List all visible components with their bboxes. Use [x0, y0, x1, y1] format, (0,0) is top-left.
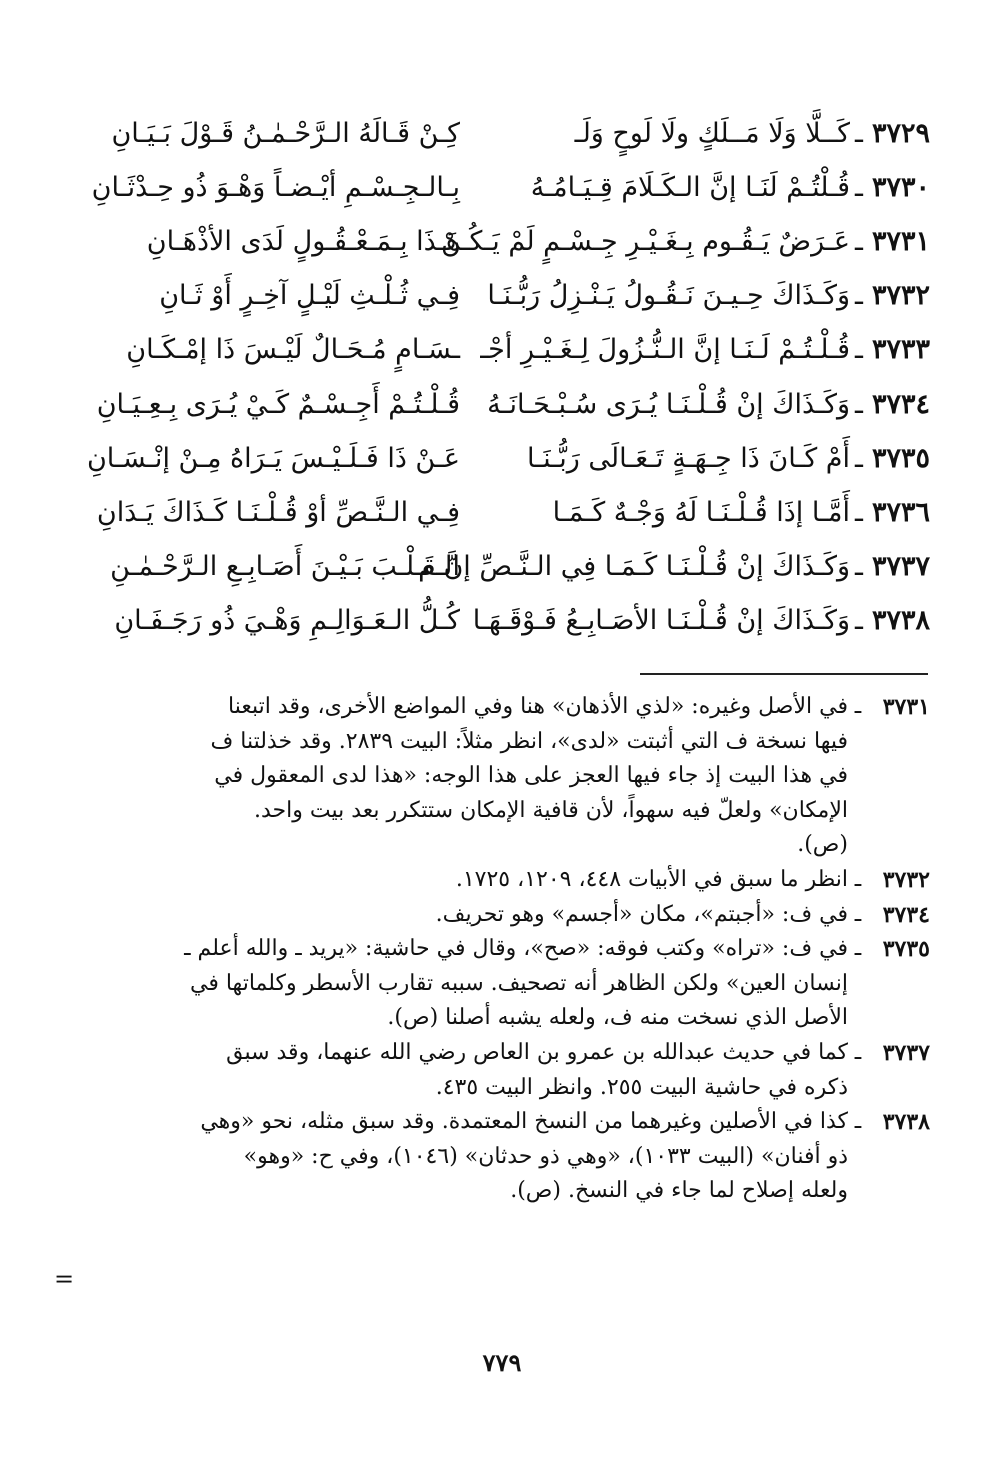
- footnote-number: ٣٧٣٥: [882, 936, 930, 963]
- footnote: [68, 898, 930, 933]
- footnote-text: كذا في الأصلين وغيرهما من النسخ المعتمدة. وقد سبق مثله، نحو «وهي ذو أفنان» (البيت ١٠٣٣)، «وهي ذو حدثان» (١٠٤٦)، وفي ح: «وهو» ولعله إصلاح لما جاء في النسخ. (ص).: [200, 1109, 848, 1204]
- verse-line: [60, 214, 930, 268]
- verse-first-hemistich: أَمْ كَـانَ ذَا جِـهَـةٍ تَـعَـالَى رَبُّـنَـا: [527, 442, 850, 474]
- verse-second-hemistich: عَـنْ ذَا فَـلَـيْـسَ يَـرَاهُ مِـنْ إنْـسَـانِ: [86, 442, 460, 474]
- verse-number: ٣٧٣٧: [871, 551, 930, 583]
- verse-dash: ـ: [855, 117, 863, 149]
- verse-second-hemistich: فِـي ثُـلْـثِ لَيْـلٍ آخِـرٍ أَوْ ثَـانِ: [159, 280, 460, 312]
- footnote: [68, 932, 930, 1036]
- verse-number: ٣٧٣٦: [871, 496, 930, 528]
- verse-second-hemistich: بِـالـجِـسْـمِ أيْـضـاً وَهْـوَ ذُو حِـدْثَـانِ: [91, 171, 460, 203]
- footnote-dash: ـ: [854, 694, 862, 719]
- verse-first-hemistich: وَكَـذَاكَ إنْ قُـلْـنَـا يُـرَى سُـبْـحَـانَـهُ: [487, 388, 850, 420]
- verse-first-hemistich: كَــلَّا وَلَا مَــلَكٍ ولَا لَوحٍ وَلَـ: [574, 117, 850, 149]
- footnote: [68, 1105, 930, 1209]
- verse-dash: ـ: [855, 171, 863, 203]
- verse-first-hemistich: وَكَـذَاكَ إنْ قُـلْـنَـا كَـمَـا فِي الـنَّـصِّ إنَّ م: [418, 551, 850, 583]
- footnote-text: في ف: «تراه» وكتب فوقه: «صح»، وقال في حاشية: «يريد ـ والله أعلم ـ إنسان العين» ولكن الظاهر أنه تصحيف. سببه تقارب الأسطر وكلماتها في الأصل الذي نسخت منه ف، ولعله يشبه أصلنا (ص).: [184, 936, 848, 1031]
- verse-number: ٣٧٣٠: [871, 171, 930, 203]
- verse-line: [60, 594, 930, 648]
- verse-number: ٣٧٣٣: [871, 334, 930, 366]
- verse-number: ٣٧٣٥: [871, 442, 930, 474]
- verse-dash: ـ: [855, 334, 863, 366]
- verse-second-hemistich: ـسَـامٍ مُـحَـالٌ لَيْـسَ ذَا إمْـكَـانِ: [126, 334, 460, 366]
- verse-first-hemistich: وَكَـذَاكَ حِـيـنَ نَـقُـولُ يَـنْـزِلُ رَبُّـنَـا: [487, 280, 850, 312]
- footnote-number: ٣٧٣١: [882, 694, 930, 720]
- footnote-dash: ـ: [854, 866, 862, 892]
- page-number: ٧٧٩: [482, 1348, 522, 1377]
- verse-second-hemistich: كِـنْ قَـالَهُ الـرَّحْـمٰـنُ قَـوْلَ بَـيَـانِ: [111, 117, 460, 149]
- verse-line: [60, 323, 930, 377]
- footnote: [68, 1036, 930, 1105]
- verse-line: [60, 160, 930, 214]
- verse-first-hemistich: عَـرَضٌ يَـقُـوم بِـغَـيْـرِ جِـسْـمٍ لَمْ يَـكُـنْ: [440, 225, 850, 257]
- verse-list: [60, 106, 930, 648]
- footnote: [68, 690, 930, 863]
- verse-line: [60, 106, 930, 160]
- footnote-text: في الأصل وغيره: «لذي الأذهان» هنا وفي المواضع الأخرى، وقد اتبعنا فيها نسخة ف التي أثبتت «لدى»، انظر مثلاً: البيت ٢٨٣٩. وقد خذلتنا ف في هذا البيت إذ جاء فيها العجز على هذا الوجه: «هذا لدى المعقول في الإمكان» ولعلّ فيه سهواً، لأن قافية الإمكان ستتكرر بعد بيت واحد. (ص).: [210, 694, 848, 858]
- verse-dash: ـ: [855, 605, 863, 637]
- verse-second-hemistich: الـقَـلْـبَ بَـيْـنَ أَصَـابِـعِ الـرَّحْـمٰـنِ: [110, 551, 460, 583]
- verse-line: [60, 431, 930, 485]
- verse-dash: ـ: [855, 442, 863, 474]
- verse-second-hemistich: فِـي الـنَّـصِّ أوْ قُـلْـنَـا كَـذَاكَ يَـدَانِ: [96, 496, 460, 528]
- footnote-text: في ف: «أجبتم»، مكان «أجسم» وهو تحريف.: [435, 901, 848, 927]
- verse-number: ٣٧٣٨: [871, 605, 930, 637]
- verse-first-hemistich: قُـلْـتُـمْ لَـنَـا إنَّ الـنُّـزُولَ لِـغَـيْـرِ أجْـ: [480, 334, 850, 366]
- verse-dash: ـ: [855, 280, 863, 312]
- verse-line: [60, 269, 930, 323]
- verse-number: ٣٧٣٢: [871, 280, 930, 312]
- footnote-dash: ـ: [854, 901, 862, 927]
- footnote-number: ٣٧٣٨: [882, 1109, 930, 1136]
- footnote: [68, 863, 930, 898]
- verse-dash: ـ: [855, 225, 863, 257]
- footnote-dash: ـ: [854, 1109, 862, 1135]
- verse-first-hemistich: وَكَـذَاكَ إنْ قُـلْـنَـا الأصَـابِـعُ فَـوْقَـهَـا: [472, 605, 850, 637]
- verse-first-hemistich: أَمَّـا إذَا قُـلْـنَـا لَهُ وَجْـهٌ كَـمَـا: [552, 496, 850, 528]
- verse-second-hemistich: هَـذَا بِـمَـعْـقُـولٍ لَدَى الأذْهَـانِ: [146, 225, 460, 257]
- verse-first-hemistich: قُـلْتُـمْ لَنَـا إنَّ الـكَـلَامَ قِـيَـامُـهُ: [530, 171, 850, 203]
- verse-dash: ـ: [855, 496, 863, 528]
- footnote-number: ٣٧٣٢: [882, 866, 930, 893]
- footnote-dash: ـ: [854, 1039, 862, 1065]
- verse-line: [60, 377, 930, 431]
- verse-second-hemistich: كُـلُّ الـعَـوَالِـمِ وَهْـيَ ذُو رَجَـفَـانِ: [114, 605, 460, 637]
- verse-number: ٣٧٣٤: [871, 388, 930, 420]
- verse-dash: ـ: [855, 551, 863, 583]
- footnote-dash: ـ: [854, 936, 862, 962]
- footnote-divider: [640, 673, 928, 675]
- continuation-mark: =: [54, 1265, 75, 1293]
- footnote-number: ٣٧٣٧: [882, 1039, 930, 1066]
- verse-line: [60, 485, 930, 539]
- footnotes: [68, 690, 930, 1209]
- verse-number: ٣٧٣١: [871, 225, 930, 257]
- footnote-number: ٣٧٣٤: [882, 901, 930, 928]
- footnote-text: كما في حديث عبدالله بن عمرو بن العاص رضي الله عنهما، وقد سبق ذكره في حاشية البيت ٢٥٥. وانظر البيت ٤٣٥.: [226, 1039, 848, 1100]
- verse-second-hemistich: قُـلْـتُـمْ أَجِـسْـمٌ كَـيْ يُـرَى بِـعِـيَـانِ: [96, 388, 460, 420]
- footnote-text: انظر ما سبق في الأبيات ٤٤٨، ١٢٠٩، ١٧٢٥.: [455, 866, 848, 892]
- verse-number: ٣٧٢٩: [871, 117, 930, 149]
- verse-dash: ـ: [855, 388, 863, 420]
- verse-line: [60, 540, 930, 594]
